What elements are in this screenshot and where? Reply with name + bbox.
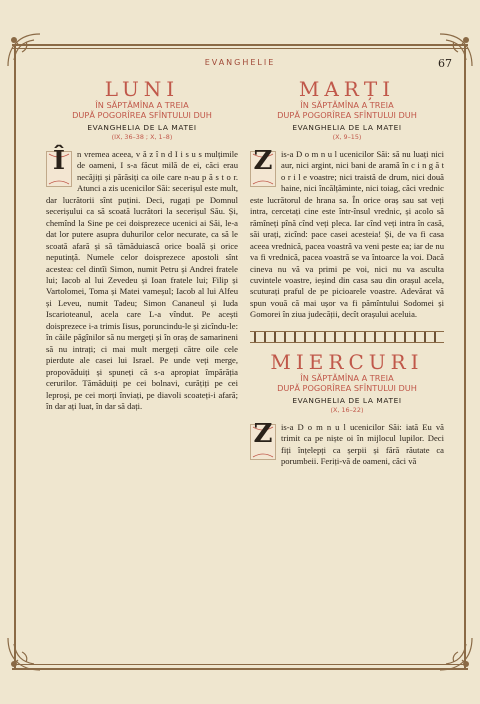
reading-text	[46, 146, 238, 412]
reading-paragraph: is-a D o m n u l ucenicilor Săi: să nu luați nici aur, nici argint, nici bani de aramă în c i n g ă t o r i l e voastre; nici traistă de drum, nici două haine, nici încălțăminte, nici toiag, căci vrednic este lucrătorul de hrana sa. În orice oraș sau sat veți intra, cercetați cine este într-însul vrednic, și acolo să rămîneți pînă cînd veți pleca. Iar cînd veți intra în casă, săi urați, zicînd: pace casei acesteia! Și, de va fi casa aceea vrednică, pacea voastră va veni peste ea; iar de nu va fi vrednică, pacea voastră se va întoarce la voi. Dacă cineva nu vă va primi pe voi, nici nu va asculta cuvintele voastre, ieșind din casa sau din orașul acela, scuturați praful de pe picioarele voastre. Adevărat vă spun vouă că mai ușor va fi pămîntului Sodomei și Gomorei în ziua judecății, decît orașului aceluia.	[250, 149, 444, 320]
drop-cap-letter: Z	[253, 146, 273, 176]
reading-paragraph: n vremea aceea, v ă z î n d I i s u s mulțimile de oameni, I s-a făcut milă de ei, căci erau necăjiți și părăsiți ca oile care n-au p ă s t o r. Atunci a zis ucenicilor Săi: secerișul este mult, dar lucrătorii sînt puțini. Deci, rugați pe Domnul secerișului ca să scoată lucrători la secerișul Său. Și, chemînd la Sine pe cei doisprezece ucenici ai Săi, le-a dat lor putere asupra duhurilor celor necurate, ca să le scoată afară și să tămăduiască orice boală și orice neputință. Numele celor doisprezece apostoli sînt acestea: cel dintîi Simon, numit Petru și Andrei fratele lui; Iacob al lui Zevedeu și Ioan fratele lui; Filip și Vartolomei, Toma și Matei vameșul; Iacob al lui Alfeu și Leveu, numit Tadeu; Simon Cananeul și Iuda Iscarioteanul, acela care L-a vîndut. Pe acești doisprezece i-a trimis Iisus, poruncindu-le și zicîndu-le: în căile păgînilor să nu mergeți și în oraș de samarineni să nu intrați; ci mai mult mergeți către oile cele pierdute ale casei lui Israel. Pe unde veți merge, propovăduiți și spuneți că s-a apropiat împărăția cerurilor. Tămăduiți pe cei bolnavi, curățiți pe cei leproși, pe cei morți înviați, pe diavoli scoateți-i afară; în dar ați luat, în dar să dați.	[46, 149, 238, 411]
reading-text	[250, 418, 444, 468]
day-title-monday: LUNI	[104, 77, 180, 101]
subtitle-line-2: DUPĂ POGORÎREA SFÎNTULUI DUH	[277, 382, 417, 393]
right-column	[250, 78, 444, 468]
drop-cap	[46, 146, 72, 187]
drop-cap-letter: Î	[52, 146, 66, 176]
day-title-tuesday: MARȚI	[298, 77, 396, 101]
frame-bottom-border	[12, 668, 468, 670]
drop-cap	[250, 146, 276, 187]
gospel-heading: EVANGHELIA DE LA MATEI	[292, 123, 402, 132]
frame-left-border	[14, 44, 16, 670]
corner-ornament-icon	[436, 634, 476, 674]
corner-ornament-icon	[4, 634, 44, 674]
reading-text	[250, 146, 444, 321]
day-title-wednesday: MIERCURI	[270, 349, 424, 374]
subtitle-line-1: ÎN SĂPTĂMÎNA A TREIA	[300, 372, 394, 383]
subtitle-line-2: DUPĂ POGORÎREA SFÎNTULUI DUH	[72, 110, 212, 120]
drop-cap-letter: Z	[253, 418, 273, 449]
reading-paragraph: is-a D o m n u l ucenicilor Săi: iată Eu vă trimit ca pe niște oi în mijlocul lupilor. Deci fiți înțelepți ca șerpii și fără răutate ca porumbeii. Feriți-vă de oameni, căci vă	[281, 421, 444, 467]
gospel-heading: EVANGHELIA DE LA MATEI	[292, 395, 402, 405]
frame-bottom-inner-border	[12, 664, 468, 665]
section-divider	[250, 331, 444, 343]
subtitle-line-2: DUPĂ POGORÎREA SFÎNTULUI DUH	[277, 110, 417, 120]
subtitle-line-1: ÎN SĂPTĂMÎNA A TREIA	[300, 100, 394, 110]
left-column	[46, 78, 238, 412]
scripture-reference: (X, 16–22)	[330, 405, 364, 414]
frame-right-border	[464, 44, 466, 670]
scripture-reference: (X, 9–15)	[332, 133, 362, 141]
frame-top-border	[12, 44, 468, 46]
running-title: EVANGHELIE	[204, 58, 276, 67]
frame-top-inner-border	[12, 48, 468, 49]
subtitle-line-1: ÎN SĂPTĂMÎNA A TREIA	[95, 100, 189, 110]
drop-cap	[250, 418, 276, 460]
gospel-heading: EVANGHELIA DE LA MATEI	[87, 123, 197, 132]
page-number: 67	[438, 57, 452, 70]
scripture-reference: (IX, 36–38 ; X, 1–8)	[111, 133, 173, 141]
